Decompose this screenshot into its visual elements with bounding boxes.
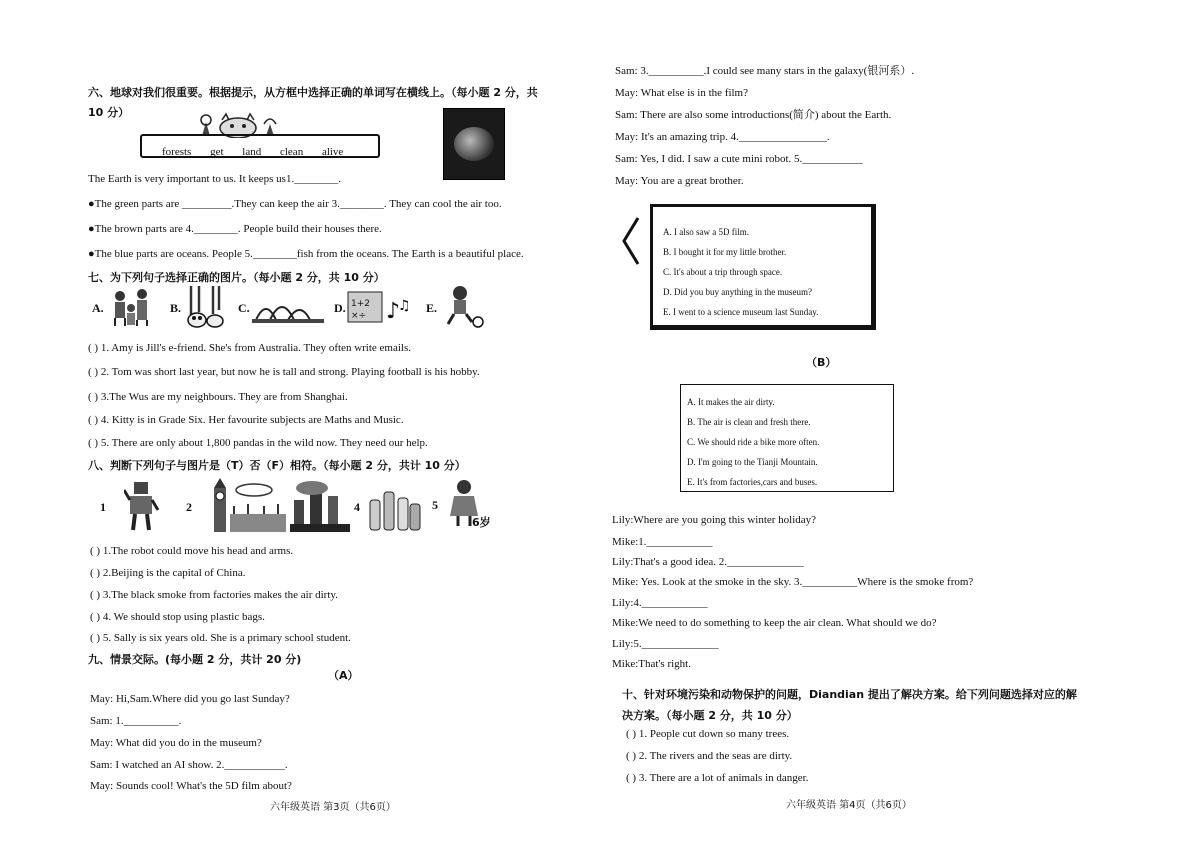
robot-picture-icon — [124, 480, 160, 532]
earth-photo — [443, 108, 505, 180]
sec10-item-1: ( ) 1. People cut down so many trees. — [626, 728, 790, 740]
dialog-a-line-3: May: What did you do in the museum? — [90, 737, 262, 749]
dialog-b-line-3: Lily:That's a good idea. 2.______________ — [612, 556, 805, 568]
dialog-b-line-7: Lily:5.______________ — [612, 638, 719, 650]
dialog-a-line-2: Sam: 1.__________. — [90, 715, 182, 727]
options-box-a — [650, 204, 876, 330]
option-a-a: A. I also saw a 5D film. — [663, 227, 749, 237]
word-bank-box — [140, 134, 380, 158]
pic-label-c: C. — [238, 301, 250, 315]
page-footer-3: 六年级英语 第3页（共6页） — [270, 802, 396, 813]
dialog-b-line-2: Mike:1.____________ — [612, 536, 713, 548]
dialog-a-line-8: Sam: There are also some introductions(简介) about the Earth. — [615, 109, 892, 121]
pic-label-d: D. — [334, 301, 346, 315]
dialog-b-line-1: Lily:Where are you going this winter holiday? — [612, 514, 817, 526]
panda-bamboo-icon — [183, 286, 225, 328]
word-option: forests — [162, 146, 192, 158]
word-option: get — [210, 146, 224, 158]
option-a-b: B. I bought it for my little brother. — [663, 247, 787, 257]
section-6-title-cont: 10 分） — [88, 106, 130, 119]
option-b-a: A. It makes the air dirty. — [687, 397, 775, 407]
option-a-d: D. Did you buy anything in the museum? — [663, 287, 812, 297]
pic-label-e: E. — [426, 301, 438, 315]
dialog-a-line-1: May: Hi,Sam.Where did you go last Sunday? — [90, 693, 290, 705]
sydney-opera-house-icon — [252, 294, 324, 324]
dialog-b-line-6: Mike:We need to do something to keep the air clean. What should we do? — [612, 617, 937, 629]
section-10-title: 十、针对环境污染和动物保护的问题，Diandian 提出了解决方案。给下列问题选择对应的解 — [622, 688, 1077, 701]
option-b-e: E. It's from factories,cars and buses. — [687, 477, 818, 487]
big-ben-london-icon — [208, 478, 288, 532]
option-a-c: C. It's about a trip through space. — [663, 267, 783, 277]
sec7-item-3: ( ) 3.The Wus are my neighbours. They are from Shanghai. — [88, 391, 348, 403]
sec8-item-1: ( ) 1.The robot could move his head and arms. — [90, 545, 294, 557]
sec7-item-5: ( ) 5. There are only about 1,800 pandas in the wild now. They need our help. — [88, 437, 428, 449]
sec8-item-2: ( ) 2.Beijing is the capital of China. — [90, 567, 246, 579]
sec6-line-1: The Earth is very important to us. It keeps us1.________. — [88, 173, 341, 185]
sec7-item-4: ( ) 4. Kitty is in Grade Six. Her favourite subjects are Maths and Music. — [88, 414, 404, 426]
sec6-line-2: ●The green parts are _________.They can keep the air 3.________. They can cool the air too. — [88, 198, 502, 210]
svg-text:♫: ♫ — [398, 298, 411, 314]
svg-text:1+2: 1+2 — [351, 299, 370, 309]
pic-num-5: 5 — [432, 498, 438, 512]
sec6-line-3: ●The brown parts are 4.________. People build their houses there. — [88, 223, 382, 235]
word-option: clean — [279, 146, 304, 158]
pic-num-1: 1 — [100, 500, 106, 514]
word-option: alive — [321, 146, 344, 158]
dialog-a-line-11: May: You are a great brother. — [615, 175, 744, 187]
section-6-title: 六、地球对我们很重要。根据提示，从方框中选择正确的单词写在横线上。（每小题 2 分，共 — [88, 86, 538, 99]
section-9-sub-a: （A） — [328, 669, 359, 682]
dialog-b-line-8: Mike:That's right. — [612, 658, 691, 670]
sec10-item-3: ( ) 3. There are a lot of animals in danger. — [626, 772, 809, 784]
svg-text:×÷: ×÷ — [351, 311, 367, 321]
svg-text:♪: ♪ — [386, 299, 401, 324]
plastic-bottles-icon — [366, 482, 422, 532]
dialog-a-line-5: May: Sounds cool! What's the 5D film about? — [90, 780, 292, 792]
pic-label-b: B. — [170, 301, 182, 315]
sec7-item-2: ( ) 2. Tom was short last year, but now he is tall and strong. Playing football is his hobby. — [88, 366, 480, 378]
sec8-item-3: ( ) 3.The black smoke from factories makes the air dirty. — [90, 589, 338, 601]
word-option: land — [242, 146, 262, 158]
section-9-title: 九、情景交际。(每小题 2 分，共计 20 分) — [88, 653, 302, 666]
section-8-title: 八、判断下列句子与图片是（T）否（F）相符。（每小题 2 分，共计 10 分） — [88, 459, 466, 472]
page-footer-4: 六年级英语 第4页（共6页） — [786, 800, 912, 811]
sec8-item-4: ( ) 4. We should stop using plastic bags. — [90, 611, 265, 623]
section-10-title-cont: 决方案。（每小题 2 分，共 10 分） — [622, 709, 798, 722]
section-9-sub-b: （B） — [806, 356, 837, 369]
sec7-item-1: ( ) 1. Amy is Jill's e-friend. She's from Australia. They often write emails. — [88, 342, 412, 354]
option-b-d: D. I'm going to the Tianji Mountain. — [687, 457, 818, 467]
dialog-a-line-6: Sam: 3.__________.I could see many stars in the galaxy(银河系）. — [615, 65, 915, 77]
boy-football-icon — [442, 284, 486, 328]
maths-music-icon — [346, 288, 412, 328]
option-b-c: C. We should ride a bike more often. — [687, 437, 820, 447]
section-7-title: 七、为下列句子选择正确的图片。（每小题 2 分，共 10 分） — [88, 271, 385, 284]
pic-label-a: A. — [92, 301, 104, 315]
word-bank — [162, 146, 357, 158]
factory-smoke-icon — [290, 480, 350, 532]
dialog-b-line-4: Mike: Yes. Look at the smoke in the sky. 3.__________Where is the smoke from? — [612, 576, 974, 588]
pic-num-2: 2 — [186, 500, 192, 514]
options-box-b — [680, 384, 894, 492]
dialog-a-line-4: Sam: I watched an AI show. 2.___________. — [90, 759, 288, 771]
sec6-line-4: ●The blue parts are oceans. People 5.________fish from the oceans. The Earth is a beautiful place. — [88, 248, 524, 260]
globe-icon — [454, 127, 494, 161]
family-picture-icon — [108, 288, 156, 328]
bracket-decoration-icon — [620, 216, 640, 266]
dialog-a-line-7: May: What else is in the film? — [615, 87, 748, 99]
age-label: 6岁 — [472, 516, 491, 529]
option-a-e: E. I went to a science museum last Sunday. — [663, 307, 819, 317]
dialog-a-line-10: Sam: Yes, I did. I saw a cute mini robot. 5.___________ — [615, 153, 863, 165]
dialog-b-line-5: Lily:4.____________ — [612, 597, 708, 609]
sec8-item-5: ( ) 5. Sally is six years old. She is a primary school student. — [90, 632, 351, 644]
option-b-b: B. The air is clean and fresh there. — [687, 417, 811, 427]
pic-num-4: 4 — [354, 500, 360, 514]
sec10-item-2: ( ) 2. The rivers and the seas are dirty. — [626, 750, 793, 762]
dialog-a-line-9: May: It's an amazing trip. 4.________________. — [615, 131, 830, 143]
